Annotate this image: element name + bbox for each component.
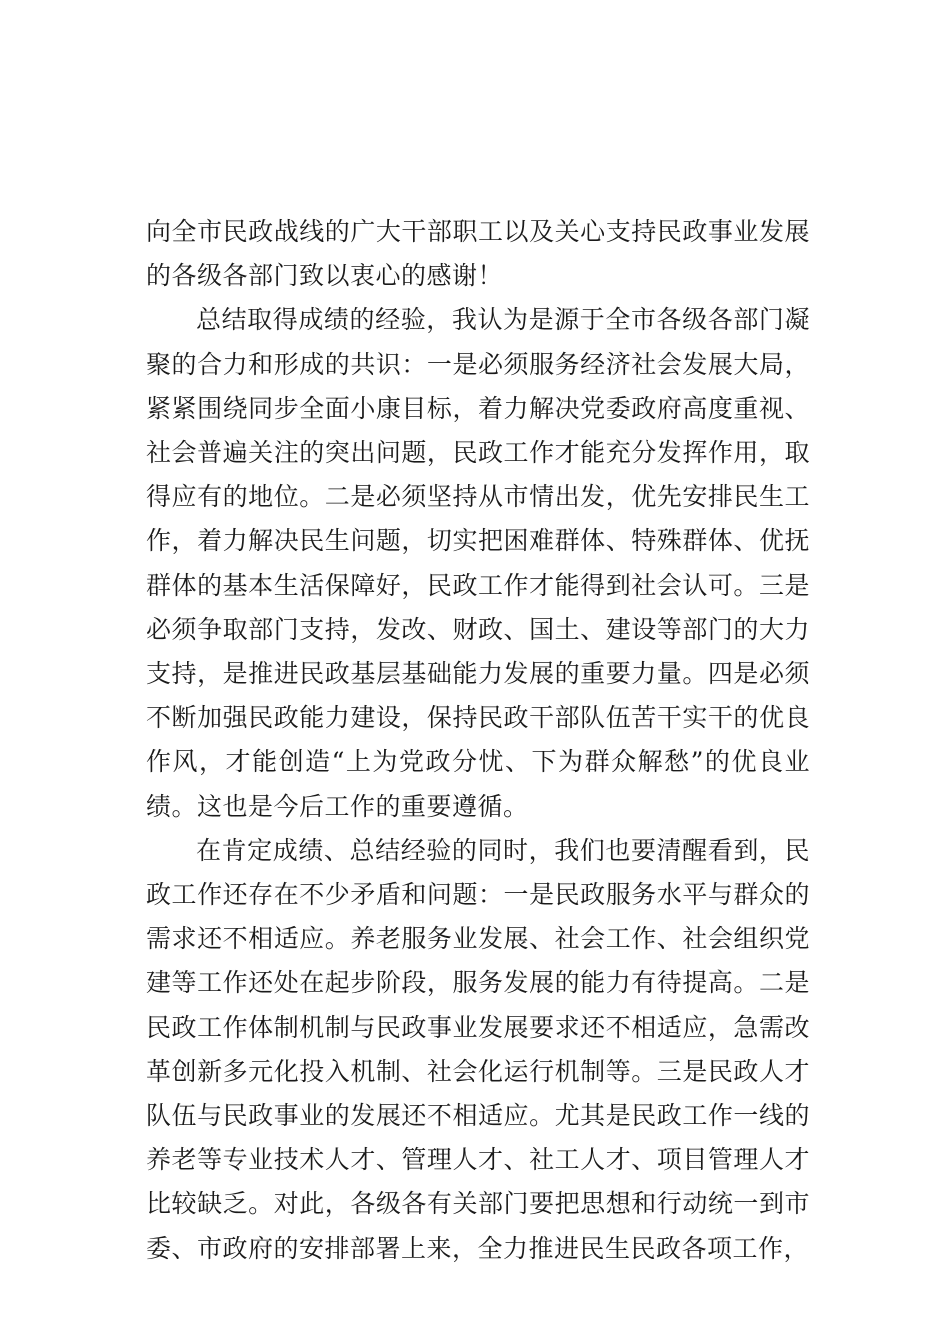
document-body bbox=[146, 210, 810, 1271]
paragraph-problems: 在肯定成绩、总结经验的同时，我们也要清醒看到，民政工作还存在不少矛盾和问题：一是民政服务水平与群众的需求还不相适应。养老服务业发展、社会工作、社会组织党建等工作还处在起步阶段，服务发展的能力有待提高。二是民政工作体制机制与民政事业发展要求还不相适应，急需改革创新多元化投入机制、社会化运行机制等。三是民政人才队伍与民政事业的发展还不相适应。尤其是民政工作一线的养老等专业技术人才、管理人才、社工人才、项目管理人才比较缺乏。对此，各级各有关部门要把思想和行动统一到市委、市政府的安排部署上来，全力推进民生民政各项工作， bbox=[146, 835, 810, 1263]
paragraph-thanks: 向全市民政战线的广大干部职工以及关心支持民政事业发展的各级各部门致以衷心的感谢！ bbox=[146, 217, 810, 291]
paragraph-experience: 总结取得成绩的经验，我认为是源于全市各级各部门凝聚的合力和形成的共识：一是必须服务经济社会发展大局，紧紧围绕同步全面小康目标，着力解决党委政府高度重视、社会普遍关注的突出问题，民政工作才能充分发挥作用，取得应有的地位。二是必须坚持从市情出发，优先安排民生工作，着力解决民生问题，切实把困难群体、特殊群体、优抚群体的基本生活保障好，民政工作才能得到社会认可。三是必须争取部门支持，发改、财政、国土、建设等部门的大力支持，是推进民政基层基础能力发展的重要力量。四是必须不断加强民政能力建设，保持民政干部队伍苦干实干的优良作风，才能创造“上为党政分忧、下为群众解愁”的优良业绩。这也是今后工作的重要遵循。 bbox=[146, 305, 810, 821]
